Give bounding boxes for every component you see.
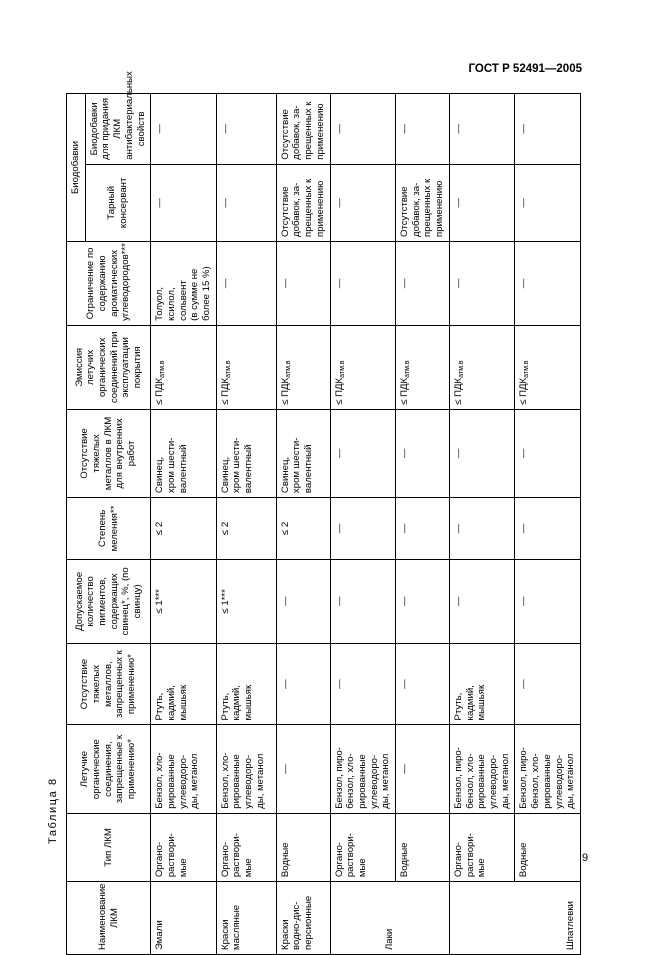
- cell-heavy-int: Свинец, хром шести- валентный: [151, 409, 217, 497]
- cell-heavy-int: —: [449, 409, 515, 497]
- cell-bio: —: [396, 94, 450, 165]
- header-chalking: Степень меления**: [67, 498, 151, 560]
- cell-bio: Отсутствие добавок, за- прещенных к применению: [276, 94, 330, 165]
- cell-emission: ≤ $ПДК_{атм.в}$: [151, 325, 217, 409]
- cell-type: Водные: [276, 813, 330, 881]
- cell-type: Водные: [396, 813, 450, 881]
- cell-tare: Отсутствие добавок, за- прещенных к применению: [276, 164, 330, 241]
- cell-emission: ≤ $ПДК_{атм.в}$: [276, 325, 330, 409]
- cell-name: Шпатлевки: [449, 882, 580, 955]
- cell-lead: —: [449, 559, 515, 643]
- cell-heavy: Ртуть, кадмий, мышьяк: [216, 643, 276, 725]
- header-bio-antibacterial: Биодобавки для придания ЛКМ антибактериальных свойств: [85, 94, 151, 165]
- cell-chalk: ≤ 2: [151, 498, 217, 560]
- cell-heavy-int: —: [330, 409, 396, 497]
- cell-heavy-int: Свинец, хром шести- валентный: [216, 409, 276, 497]
- cell-bio: —: [151, 94, 217, 165]
- header-name: Наименование ЛКМ: [67, 882, 151, 955]
- cell-bio: —: [330, 94, 396, 165]
- header-heavy-metals-interior: Отсутствие тяжелых металлов в ЛКМ для внутренних работ: [67, 409, 151, 497]
- cell-aromatic: Толуол, ксилол, сольвент (в сумме не более 15 %): [151, 241, 217, 325]
- table-row: [216, 94, 276, 955]
- cell-aromatic: —: [276, 241, 330, 325]
- cell-voc: —: [396, 725, 450, 813]
- cell-voc: Бензол, пиро- бензол, хло- рированные углеводоро- ды, метанол: [449, 725, 515, 813]
- cell-chalk: —: [396, 498, 450, 560]
- cell-tare: —: [330, 164, 396, 241]
- cell-aromatic: —: [216, 241, 276, 325]
- cell-heavy-int: —: [515, 409, 581, 497]
- table-caption: Таблица 8: [47, 777, 59, 844]
- rotated-table-wrapper: [66, 71, 577, 955]
- cell-tare: —: [449, 164, 515, 241]
- table-row: [449, 94, 515, 955]
- table-8: [66, 71, 581, 955]
- cell-bio: —: [515, 94, 581, 165]
- cell-tare: —: [151, 164, 217, 241]
- cell-aromatic: —: [396, 241, 450, 325]
- header-heavy-metals: Отсутствие тяжелых металлов, запрещенных к применению*: [67, 643, 151, 725]
- cell-voc: Бензол, пиро- бензол, хло- рированные углеводоро- ды, метанол: [515, 725, 581, 813]
- header-biodobavki: Биодобавки: [67, 94, 86, 242]
- page-number: 9: [582, 852, 589, 864]
- cell-aromatic: —: [515, 241, 581, 325]
- cell-emission: ≤ $ПДК_{атм.в}$: [449, 325, 515, 409]
- cell-voc: Бензол, хло- рированные углеводоро- ды, метанол: [151, 725, 217, 813]
- cell-type: Органо- раствори- мые: [216, 813, 276, 881]
- header-voc: Летучие органические соединения, запрещенные к применению*: [67, 725, 151, 813]
- cell-lead: —: [276, 559, 330, 643]
- cell-type: Водные: [515, 813, 581, 881]
- cell-emission: ≤ $ПДК_{атм.в}$: [515, 325, 581, 409]
- cell-name: Краски водно-дис- персионные: [276, 882, 330, 955]
- cell-chalk: ≤ 2: [276, 498, 330, 560]
- cell-aromatic: —: [330, 241, 396, 325]
- cell-name: Краски масляные: [216, 882, 276, 955]
- cell-aromatic: —: [449, 241, 515, 325]
- table-row: [151, 94, 217, 955]
- cell-tare: —: [216, 164, 276, 241]
- cell-emission: ≤ $ПДК_{атм.в}$: [216, 325, 276, 409]
- document-header: ГОСТ Р 52491—2005: [468, 63, 582, 75]
- cell-heavy-int: —: [396, 409, 450, 497]
- cell-lead: —: [330, 559, 396, 643]
- cell-tare: Отсутствие добавок, за- прещенных к применению: [396, 164, 450, 241]
- table-row: [330, 94, 396, 955]
- table-row: [276, 94, 330, 955]
- cell-heavy: —: [276, 643, 330, 725]
- cell-name: Эмали: [151, 882, 217, 955]
- cell-heavy: —: [330, 643, 396, 725]
- cell-type: Органо- раствори- мые: [151, 813, 217, 881]
- cell-lead: ≤ 1***: [151, 559, 217, 643]
- cell-bio: —: [216, 94, 276, 165]
- cell-heavy: —: [515, 643, 581, 725]
- cell-heavy-int: Свинец, хром шести- валентный: [276, 409, 330, 497]
- cell-bio: —: [449, 94, 515, 165]
- table-row: [515, 94, 581, 955]
- header-aromatic-limit: Ограничение по содержанию ароматических углеводородов***: [67, 241, 151, 325]
- header-tare-preservative: Тарный консервант: [85, 164, 151, 241]
- cell-type: Органо- раствори- мые: [449, 813, 515, 881]
- cell-chalk: —: [449, 498, 515, 560]
- header-lead-pigments: Допускаемое количество пигментов, содержащих свинец*, %, (по свинцу): [67, 559, 151, 643]
- cell-lead: ≤ 1***: [216, 559, 276, 643]
- cell-name: Лаки: [330, 882, 449, 955]
- cell-heavy: Ртуть, кадмий, мышьяк: [449, 643, 515, 725]
- cell-voc: Бензол, пиро- бензол, хло- рированные углеводоро- ды, метанол: [330, 725, 396, 813]
- table-row: [396, 94, 450, 955]
- cell-chalk: —: [330, 498, 396, 560]
- cell-tare: —: [515, 164, 581, 241]
- cell-emission: ≤ $ПДК_{атм.в}$: [396, 325, 450, 409]
- header-type: Тип ЛКМ: [67, 813, 151, 881]
- cell-voc: —: [276, 725, 330, 813]
- cell-chalk: ≤ 2: [216, 498, 276, 560]
- cell-chalk: —: [515, 498, 581, 560]
- cell-lead: —: [515, 559, 581, 643]
- header-voc-emission: Эмиссия летучих органических соединений при эксплуатации покрытия: [67, 325, 151, 409]
- cell-heavy: Ртуть, кадмий, мышьяк: [151, 643, 217, 725]
- cell-type: Органо- раствори- мые: [330, 813, 396, 881]
- cell-emission: ≤ $ПДК_{атм.в}$: [330, 325, 396, 409]
- cell-voc: Бензол, хло- рированные углеводоро- ды, метанол: [216, 725, 276, 813]
- cell-lead: —: [396, 559, 450, 643]
- cell-heavy: —: [396, 643, 450, 725]
